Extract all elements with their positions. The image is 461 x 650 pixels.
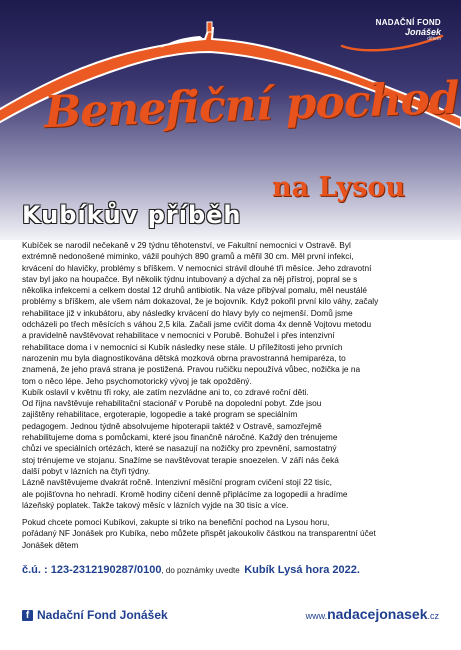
story-line: Lázně navštěvujeme dvakrát ročně. Intenzivní měsíční program cvičení stojí 22 tisíc, — [22, 477, 332, 488]
story-line: pedagogem. Jednou týdně absolvujeme hipoterapii taktéž v Ostravě, samozřejmě — [22, 420, 322, 431]
story-line: krvácení do hlavičky, problémy s bříškem. V nemocnici strávil dlouhé tři měsíce. Jeho zdravotní — [22, 262, 372, 273]
bank-account-line — [22, 560, 452, 578]
fund-logo-line2: Jonášek — [404, 27, 441, 37]
website-prefix: www. — [305, 611, 328, 621]
story-line: stav byl jako na houpačce. Byl několik týdnu intubovaný a dýchal za něj přístroj, popral se s — [22, 273, 358, 284]
story-line: další pobyt v lázních na čtyři týdny. — [22, 465, 151, 476]
story-line: odcházeli po třech měsících s váhou 2,5 kila. Začali jsme cvičit doma 4x denně Vojtovu metodu — [22, 319, 372, 330]
event-subtitle: na Lysou — [272, 172, 406, 203]
story-line: rehabilitace doma i v nemocnici si Kubík následky nese stále. U příležitosti jeho prvních — [22, 341, 343, 352]
story-line: ale pojišťovna ho nehradí. Kromě hodiny cičení denně připlácíme za logopedii a hradíme — [22, 488, 348, 499]
closing-line: Jonášek dětem — [22, 539, 79, 550]
website-domain: nadacejonasek — [327, 606, 428, 622]
story-line: narozenin mu byla diagnostikována dětská mozková obrna pravostranná hemiparéza, to — [22, 352, 346, 363]
story-line: Kubíček se narodil nečekaně v 29 týdnu těhotenství, ve Fakultní nemocnici v Ostravě. Byl — [22, 240, 351, 250]
story-line: rehabilitace již v inkubátoru, aby následky krvácení do hlavy byly co nejmenší. Domů jsme — [22, 307, 353, 318]
story-line: chůzi ve speciálních ortézách, které se nasazují na nožičky pro zpevnění, samostatný — [22, 443, 337, 454]
header-banner — [0, 0, 461, 240]
website-link[interactable] — [306, 606, 439, 624]
account-note: Kubík Lysá hora 2022. — [244, 564, 360, 576]
story-line: znamená, že jeho pravá strana je postižená. Pravou ručičku nepoužívá vůbec, nožička je na — [22, 364, 361, 375]
story-line: Od října navštěvuje rehabilitační stacionář v Porubě na dopolední pobyt. Zde jsou — [22, 398, 322, 409]
facebook-link[interactable] — [22, 608, 168, 622]
account-note-label: , do poznámky uvedte — [161, 566, 240, 575]
facebook-icon: f — [22, 610, 33, 621]
website-tld: .cz — [427, 611, 439, 621]
story-line: stoj trénujeme ve stojanu. Snažíme se navštěvovat terapie snoezelen. V září nás čeká — [22, 454, 339, 465]
closing-line: pořádaný NF Jonášek pro Kubíka, nebo můžete přispět jakoukoliv částkou na transparentní účet — [22, 528, 376, 539]
story-line: tom o něco lépe. Jeho psychomotorický vývoj je tak opožděný. — [22, 375, 252, 386]
story-line: extrémně nedonošené miminko, vážil pouhých 890 gramů a měřil 30 cm. Měl první infekci, — [22, 251, 354, 262]
fund-logo-line1: NADAČNÍ FOND — [375, 18, 441, 27]
story-line: několika infekcemi a celkem dostal 12 druhů antibiotik. Na váze přibýval pomalu, měl neustálé — [22, 285, 367, 296]
story-line: problémy s bříškem, ale všem nám dokazoval, že je bojovník. Když pokořil první kilo váhy, začaly — [22, 296, 379, 307]
story-line: rehabilitujeme doma s pomůckami, které jsou finančně náročné. Každý den trénujeme — [22, 432, 338, 443]
closing-paragraph — [22, 517, 446, 551]
closing-line: Pokud chcete pomoci Kubíkovi, zakupte si triko na benefiční pochod na Lysou horu, — [22, 517, 330, 527]
story-line: Kubík oslavil v květnu tři roky, ale zatím nezvládne ani to, co zdravé roční děti. — [22, 386, 309, 397]
story-text — [22, 240, 446, 511]
account-number: č.ú. : 123-2312190287/0100 — [22, 564, 162, 576]
story-heading: Kubíkův příběh — [22, 201, 242, 229]
story-line: a pravidelně navštěvovat rehabilitace v nemocnici v Porubě. Bohužel i přes intenzivní — [22, 330, 335, 341]
fund-logo-line3: dětem — [427, 36, 441, 42]
story-line: lázeňský poplatek. Takže takový měsíc v lázních vyjde na 30 tisíc a více. — [22, 499, 289, 510]
story-line: zajištěny rehabilitace, ergoterapie, logopedie a také program se speciálním — [22, 409, 298, 420]
fund-logo — [341, 18, 441, 42]
facebook-label: Nadační Fond Jonášek — [37, 608, 168, 622]
event-title: Benefiční pochod — [43, 72, 460, 139]
